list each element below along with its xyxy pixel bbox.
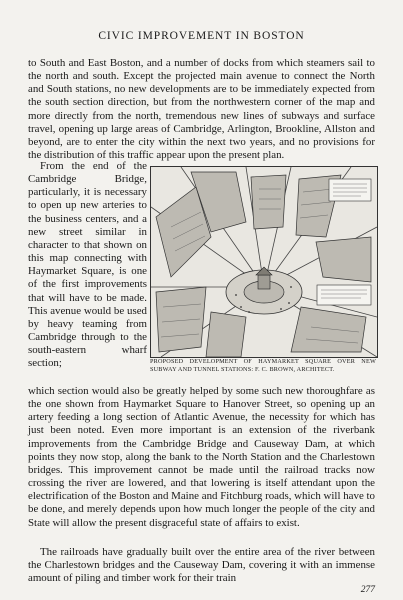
paragraph-3: The railroads have gradually built over the entire area of the river between the Charlestown bridges and the Causeway Dam, covering it with an immense amount of piling and timber work for their train bbox=[28, 546, 375, 585]
paragraph-2-continued: which section would also be greatly helped by some such new thoroughfare as the one shown from Haymarket Square to Hanover Street, so opening up an artery feeding a long section of Atlantic Avenue, the necessity for which has just been noted. Even more important is an extension of the riverbank improvements from the Cambridge Bridge and Causeway Dam, at which points they now stop, along the bank to the North Station and the Charlestown bridges. This improvement cannot be made until the railroad tracks now crossing the river are lowered, and that lowering is itself attendant upon the electrification of the Boston and Maine and Fitchburg roads, which will have to be done, and merely depends upon how much longer the people of the city and State will allow the present disgraceful state of affairs to exist. bbox=[28, 385, 375, 529]
page-number: 277 bbox=[360, 585, 375, 595]
haymarket-square-illustration bbox=[150, 166, 378, 358]
running-head: CIVIC IMPROVEMENT IN BOSTON bbox=[98, 30, 305, 42]
figure-caption: PROPOSED DEVELOPMENT OF HAYMARKET SQUARE OVER NEW SUBWAY AND TUNNEL STATIONS: F. C. BROWN, ARCHITECT. bbox=[150, 358, 376, 373]
paragraph-2-beside-figure: From the end of the Cambridge Bridge, particularly, it is necessary to open up new arteries to the business centers, and a new street similar in character to that shown on this map connecting with Haymarket Square, is one of the first improvements that will have to be made. This avenue would be used by heavy teaming from Cambridge through to the south-eastern wharf section; bbox=[28, 160, 147, 370]
paragraph-1: to South and East Boston, and a number of docks from which steamers sail to the north and south. Except the projected main avenue to connect the North and South stations, no new developments are to be immediately expected from the south section direction, but from the northwestern corner of the map and more directly from the north, tremendous new lines of subways and surface travel, opening up large areas of Cambridge, Arlington, Brookline, Allston and beyond, are to enter the city within the next two years, and no provisions for the distribution of this traffic appear upon the present plan. bbox=[28, 57, 375, 162]
